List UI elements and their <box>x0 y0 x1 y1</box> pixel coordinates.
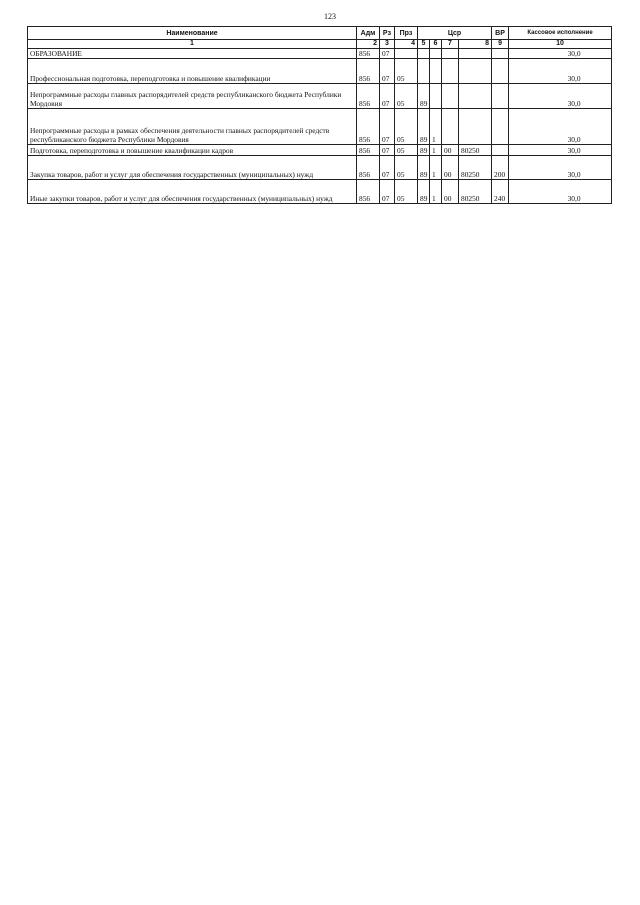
table-row <box>28 84 612 109</box>
page-number: 123 <box>324 12 336 21</box>
row-amount: 30,0 <box>509 180 612 204</box>
row-prz <box>395 49 418 59</box>
row-csr-6: 1 <box>430 180 442 204</box>
table-header-row <box>28 27 612 40</box>
row-csr-5: 89 <box>418 84 430 109</box>
row-vr <box>492 84 509 109</box>
table-row <box>28 156 612 180</box>
row-vr: 200 <box>492 156 509 180</box>
row-csr-7: 00 <box>442 145 459 156</box>
table-row <box>28 145 612 156</box>
row-csr-6: 1 <box>430 156 442 180</box>
row-csr-7 <box>442 109 459 145</box>
header-amount: Кассовое исполнение <box>509 27 612 40</box>
header-csr: Цср <box>418 27 492 40</box>
colnum-5: 5 <box>418 40 430 49</box>
colnum-7: 7 <box>442 40 459 49</box>
row-vr: 240 <box>492 180 509 204</box>
row-adm: 856 <box>357 109 380 145</box>
row-name: Непрограммные расходы главных распорядителей средств республиканского бюджета Республики Мордовия <box>28 84 357 109</box>
row-name: Профессиональная подготовка, переподготовка и повышение квалификации <box>28 59 357 84</box>
row-rz: 07 <box>380 145 395 156</box>
table-row <box>28 49 612 59</box>
row-name: Подготовка, переподготовка и повышение квалификации кадров <box>28 145 357 156</box>
row-amount: 30,0 <box>509 109 612 145</box>
row-csr-6: 1 <box>430 145 442 156</box>
row-csr-8 <box>459 109 492 145</box>
row-adm: 856 <box>357 84 380 109</box>
column-numbers-row <box>28 40 612 49</box>
row-csr-5: 89 <box>418 180 430 204</box>
row-rz: 07 <box>380 49 395 59</box>
colnum-9: 9 <box>492 40 509 49</box>
row-csr-8: 80250 <box>459 156 492 180</box>
colnum-4: 4 <box>395 40 418 49</box>
row-prz: 05 <box>395 109 418 145</box>
row-rz: 07 <box>380 109 395 145</box>
row-prz: 05 <box>395 156 418 180</box>
row-rz: 07 <box>380 59 395 84</box>
row-prz: 05 <box>395 180 418 204</box>
row-amount: 30,0 <box>509 145 612 156</box>
colnum-1: 1 <box>28 40 357 49</box>
header-name: Наименование <box>28 27 357 40</box>
row-rz: 07 <box>380 180 395 204</box>
row-amount: 30,0 <box>509 84 612 109</box>
row-amount: 30,0 <box>509 59 612 84</box>
table-row <box>28 109 612 145</box>
row-csr-8 <box>459 49 492 59</box>
colnum-2: 2 <box>357 40 380 49</box>
colnum-3: 3 <box>380 40 395 49</box>
row-csr-8: 80250 <box>459 145 492 156</box>
row-csr-6 <box>430 84 442 109</box>
row-csr-6 <box>430 59 442 84</box>
header-rz: Рз <box>380 27 395 40</box>
row-csr-7: 00 <box>442 180 459 204</box>
row-name: Закупка товаров, работ и услуг для обеспечения государственных (муниципальных) нужд <box>28 156 357 180</box>
colnum-10: 10 <box>509 40 612 49</box>
header-vr: ВР <box>492 27 509 40</box>
row-csr-6: 1 <box>430 109 442 145</box>
row-prz: 05 <box>395 59 418 84</box>
row-csr-5 <box>418 59 430 84</box>
row-csr-7 <box>442 59 459 84</box>
colnum-8: 8 <box>459 40 492 49</box>
row-csr-5: 89 <box>418 145 430 156</box>
row-prz: 05 <box>395 145 418 156</box>
row-csr-8 <box>459 84 492 109</box>
row-rz: 07 <box>380 84 395 109</box>
row-adm: 856 <box>357 49 380 59</box>
row-adm: 856 <box>357 156 380 180</box>
row-amount: 30,0 <box>509 49 612 59</box>
header-prz: Прз <box>395 27 418 40</box>
row-vr <box>492 59 509 84</box>
row-csr-5: 89 <box>418 109 430 145</box>
row-adm: 856 <box>357 59 380 84</box>
row-adm: 856 <box>357 180 380 204</box>
row-name: ОБРАЗОВАНИЕ <box>28 49 357 59</box>
header-adm: Адм <box>357 27 380 40</box>
row-rz: 07 <box>380 156 395 180</box>
row-adm: 856 <box>357 145 380 156</box>
table-row <box>28 59 612 84</box>
row-csr-8 <box>459 59 492 84</box>
row-prz: 05 <box>395 84 418 109</box>
row-name: Непрограммные расходы в рамках обеспечения деятельности главных распорядителей средств республиканского бюджета Республики Мордовия <box>28 109 357 145</box>
row-vr <box>492 49 509 59</box>
row-csr-5: 89 <box>418 156 430 180</box>
row-csr-7: 00 <box>442 156 459 180</box>
row-csr-8: 80250 <box>459 180 492 204</box>
colnum-6: 6 <box>430 40 442 49</box>
row-csr-5 <box>418 49 430 59</box>
table-row <box>28 180 612 204</box>
row-csr-6 <box>430 49 442 59</box>
row-csr-7 <box>442 84 459 109</box>
row-amount: 30,0 <box>509 156 612 180</box>
row-name: Иные закупки товаров, работ и услуг для обеспечения государственных (муниципальных) нужд <box>28 180 357 204</box>
row-vr <box>492 145 509 156</box>
row-csr-7 <box>442 49 459 59</box>
row-vr <box>492 109 509 145</box>
budget-execution-table <box>27 26 612 204</box>
